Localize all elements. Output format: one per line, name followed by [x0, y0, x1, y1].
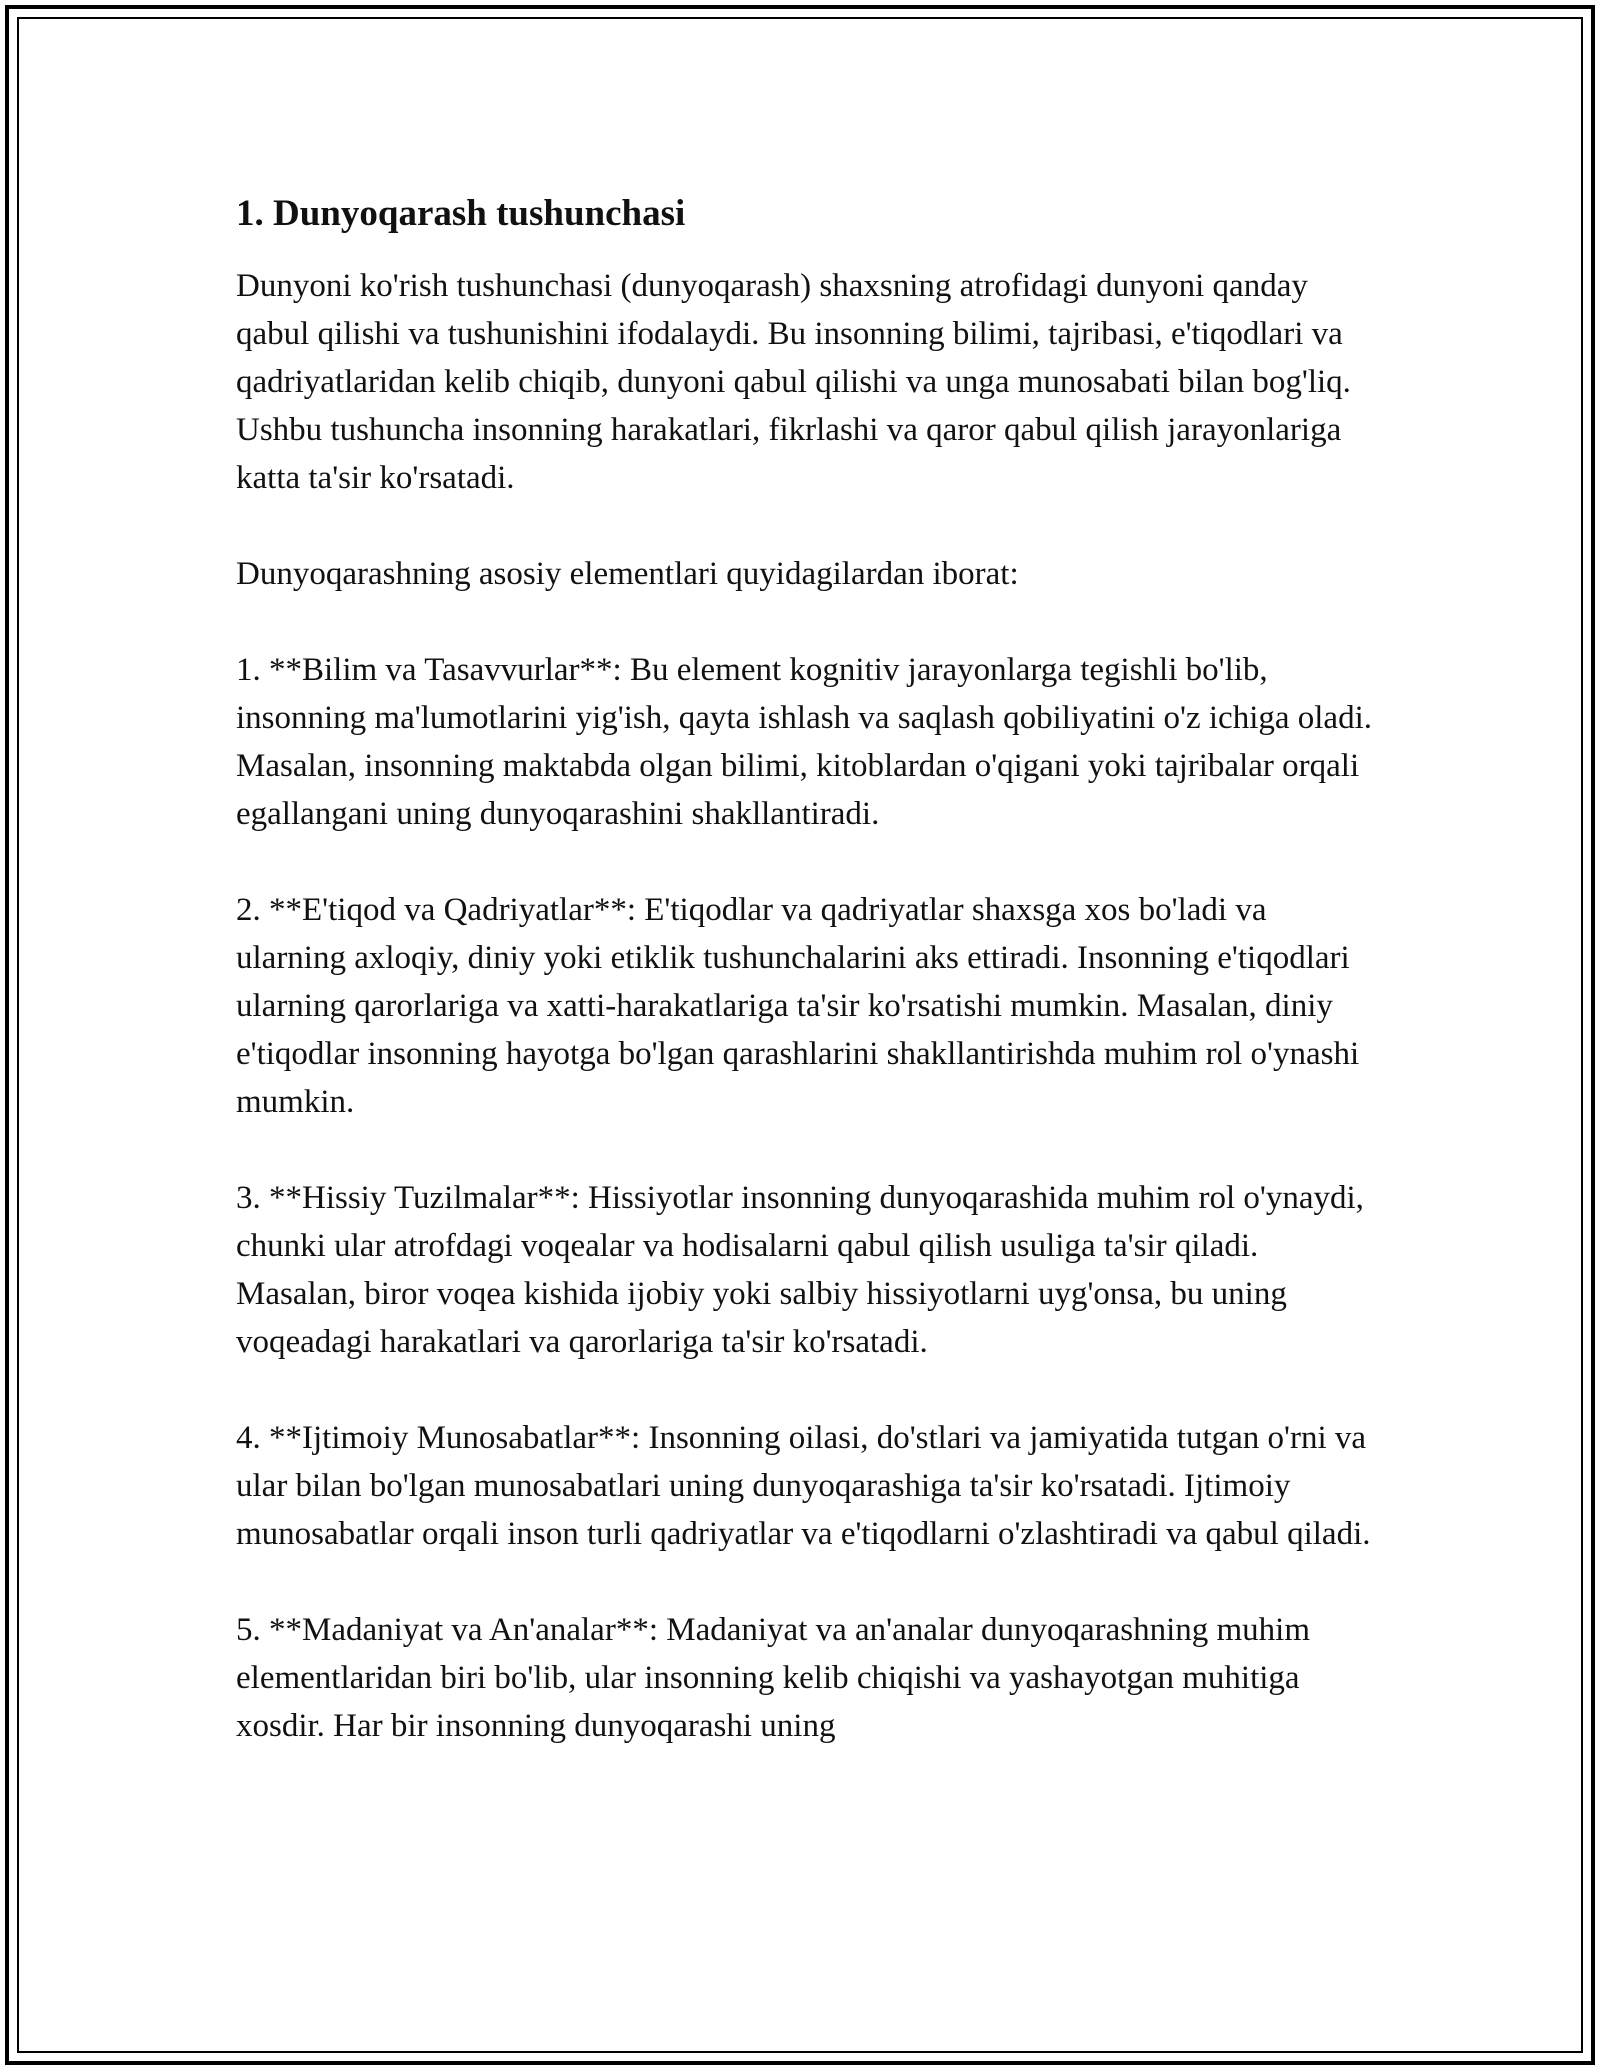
document-body: [236, 190, 1376, 1750]
paragraph-elements-lead: Dunyoqarashning asosiy elementlari quyidagilardan iborat:: [236, 556, 1019, 592]
paragraph-item-5: 5. **Madaniyat va An'analar**: Madaniyat va an'analar dunyoqarashning muhim elementlaridan biri bo'lib, ular insonning kelib chiqishi va yashayotgan muhitiga xosdir. Har bir insonning dunyoqarashi uning: [236, 1612, 1310, 1744]
section-title: 1. Dunyoqarash tushunchasi: [236, 193, 686, 234]
paragraph-item-3: 3. **Hissiy Tuzilmalar**: Hissiyotlar insonning dunyoqarashida muhim rol o'ynaydi, chunki ular atrofdagi voqealar va hodisalarni qabul qilish usuliga ta'sir qiladi. Masalan, biror voqea kishida ijobiy yoki salbiy hissiyotlarni uyg'onsa, bu uning voqeadagi harakatlari va qarorlariga ta'sir ko'rsatadi.: [236, 1180, 1364, 1360]
paragraph-item-4: 4. **Ijtimoiy Munosabatlar**: Insonning oilasi, do'stlari va jamiyatida tutgan o'rni va ular bilan bo'lgan munosabatlari uning dunyoqarashiga ta'sir ko'rsatadi. Ijtimoiy munosabatlar orqali inson turli qadriyatlar va e'tiqodlarni o'zlashtiradi va qabul qiladi.: [236, 1420, 1371, 1552]
paragraph-intro: Dunyoni ko'rish tushunchasi (dunyoqarash) shaxsning atrofidagi dunyoni qanday qabul qilishi va tushunishini ifodalaydi. Bu insonning bilimi, tajribasi, e'tiqodlari va qadriyatlaridan kelib chiqib, dunyoni qabul qilishi va unga munosabati bilan bog'liq. Ushbu tushuncha insonning harakatlari, fikrlashi va qaror qabul qilish jarayonlariga katta ta'sir ko'rsatadi.: [236, 268, 1351, 496]
paragraph-item-2: 2. **E'tiqod va Qadriyatlar**: E'tiqodlar va qadriyatlar shaxsga xos bo'ladi va ularning axloqiy, diniy yoki etiklik tushunchalarini aks ettiradi. Insonning e'tiqodlari ularning qarorlariga va xatti-harakatlariga ta'sir ko'rsatishi mumkin. Masalan, diniy e'tiqodlar insonning hayotga bo'lgan qarashlarini shakllantirishda muhim rol o'ynashi mumkin.: [236, 892, 1360, 1120]
paragraph-item-1: 1. **Bilim va Tasavvurlar**: Bu element kognitiv jarayonlarga tegishli bo'lib, insonning ma'lumotlarini yig'ish, qayta ishlash va saqlash qobiliyatini o'z ichiga oladi. Masalan, insonning maktabda olgan bilimi, kitoblardan o'qigani yoki tajribalar orqali egallangani uning dunyoqarashini shakllantiradi.: [236, 652, 1373, 832]
